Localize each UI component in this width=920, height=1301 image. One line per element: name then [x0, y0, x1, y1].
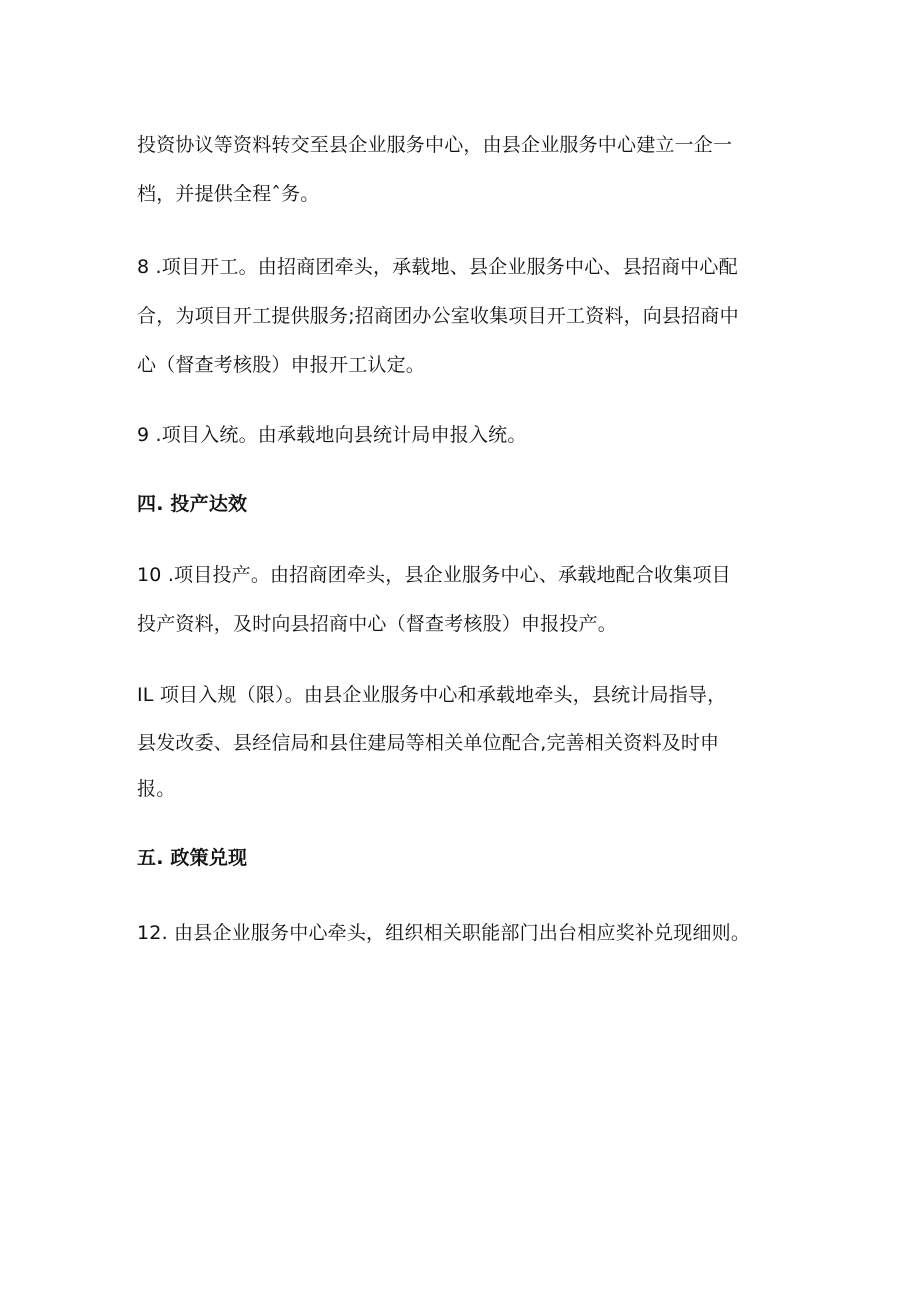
paragraph-line: 县发改委、县经信局和县住建局等相关单位配合,完善相关资料及时申	[137, 732, 720, 754]
paragraph-line: 10 .项目投产。由招商团牵头，县企业服务中心、承载地配合收集项目	[137, 564, 731, 586]
paragraph-line: 8 .项目开工。由招商团牵头，承载地、县企业服务中心、县招商中心配	[137, 256, 738, 278]
paragraph-line: 投产资料，及时向县招商中心（督查考核股）申报投产。	[137, 613, 618, 635]
paragraph-line: 12. 由县企业服务中心牵头，组织相关职能部门出台相应奖补兑现细则。	[137, 922, 751, 944]
section-heading: 四. 投产达效	[137, 493, 248, 515]
paragraph-line: 9 .项目入统。由承载地向县统计局申报入统。	[137, 424, 527, 446]
paragraph-line: 档，并提供全程ˆ务。	[137, 183, 320, 205]
paragraph-line: IL 项目入规（限）。由县企业服务中心和承载地牵头，县统计局指导，	[137, 684, 727, 706]
paragraph-line: 投资协议等资料转交至县企业服务中心，由县企业服务中心建立一企一	[137, 134, 733, 156]
section-heading: 五. 政策兑现	[137, 847, 248, 869]
paragraph-line: 报。	[137, 778, 176, 800]
paragraph-line: 心（督查考核股）申报开工认定。	[137, 354, 426, 376]
paragraph-line: 合，为项目开工提供服务;招商团办公室收集项目开工资料，向县招商中	[137, 305, 739, 327]
